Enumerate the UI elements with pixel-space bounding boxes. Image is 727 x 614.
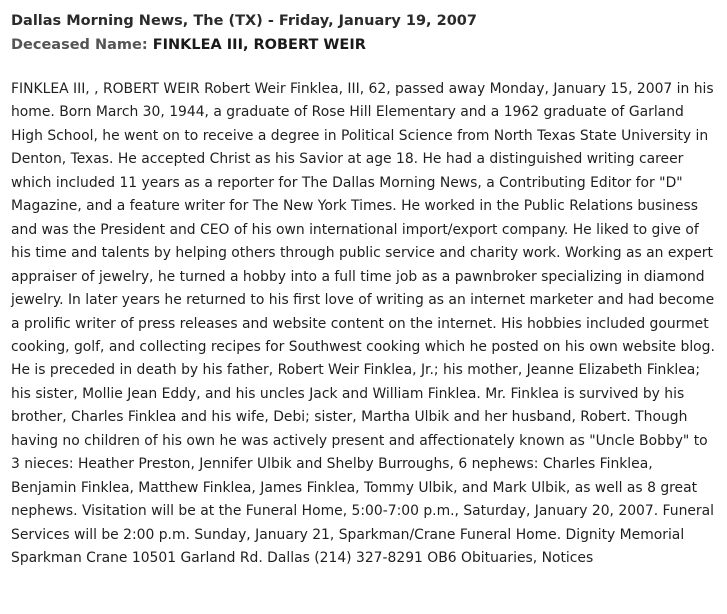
deceased-name: FINKLEA III, ROBERT WEIR xyxy=(152,37,366,53)
deceased-header xyxy=(11,34,715,56)
deceased-label: Deceased Name: xyxy=(11,37,153,53)
publication-name: Dallas Morning News, The (TX) xyxy=(11,13,263,29)
header-separator: - xyxy=(262,13,279,29)
publication-header xyxy=(11,10,715,32)
publication-date: Friday, January 19, 2007 xyxy=(278,13,477,29)
obituary-text: FINKLEA III, , ROBERT WEIR Robert Weir Finklea, III, 62, passed away Monday, January 15, 2007 in his home. Born March 30, 1944, a graduate of Rose Hill Elementary and a 1962 graduate of Garland High School, he went on to receive a degree in Political Science from North Texas State University in Denton, Texas. He accepted Christ as his Savior at age 18. He had a distinguished writing career which included 11 years as a reporter for The Dallas Morning News, a Contributing Editor for "D" Magazine, and a feature writer for The New York Times. He worked in the Public Relations business and was the President and CEO of his own international import/export company. He liked to give of his time and talents by helping others through public service and charity work. Working as an expert appraiser of jewelry, he turned a hobby into a full time job as a pawnbroker specializing in diamond jewelry. In later years he returned to his first love of writing as an internet marketer and had become a prolific writer of press releases and website content on the internet. His hobbies included gourmet cooking, golf, and collecting recipes for Southwest cooking which he posted on his own website blog. He is preceded in death by his father, Robert Weir Finklea, Jr.; his mother, Jeanne Elizabeth Finklea; his sister, Mollie Jean Eddy, and his uncles Jack and William Finklea. Mr. Finklea is survived by his brother, Charles Finklea and his wife, Debi; sister, Martha Ulbik and her husband, Robert. Though having no children of his own he was actively present and affectionately known as "Uncle Bobby" to 3 nieces: Heather Preston, Jennifer Ulbik and Shelby Burroughs, 6 nephews: Charles Finklea, Benjamin Finklea, Matthew Finklea, James Finklea, Tommy Ulbik, and Mark Ulbik, as well as 8 great nephews. Visitation will be at the Funeral Home, 5:00-7:00 p.m., Saturday, January 20, 2007. Funeral Services will be 2:00 p.m. Sunday, January 21, Sparkman/Crane Funeral Home. Dignity Memorial Sparkman Crane 10501 Garland Rd. Dallas (214) 327-8291 OB6 Obituaries, Notices xyxy=(11,81,715,567)
